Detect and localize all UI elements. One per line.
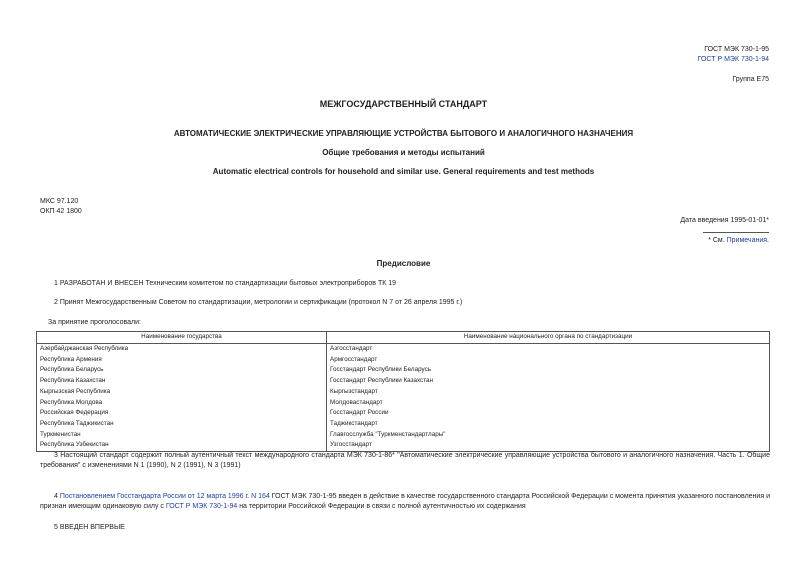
table-row <box>37 398 770 409</box>
mks-code: МКС 97.120 <box>40 198 79 205</box>
notes-link[interactable]: Примечания <box>726 237 768 244</box>
table-row <box>37 376 770 387</box>
state-cell: Российская Федерация <box>37 408 327 419</box>
state-cell: Республика Казахстан <box>37 376 327 387</box>
item-4-text-end: на территории Российской Федерации в связи с полной аутентичностью их содержания <box>237 503 526 510</box>
body-cell: Главгосслужба "Туркменстандартлары" <box>327 430 770 441</box>
footnote-suffix: . <box>767 237 769 244</box>
table-header-body: Наименование национального органа по стандартизации <box>327 332 770 344</box>
state-cell: Республика Молдова <box>37 398 327 409</box>
footnote-prefix: * См. <box>708 237 727 244</box>
foreword-item-4 <box>40 492 770 512</box>
body-cell: Таджикстандарт <box>327 419 770 430</box>
state-cell: Республика Беларусь <box>37 365 327 376</box>
body-cell: Узгосстандарт <box>327 440 770 451</box>
gost-r-link[interactable]: ГОСТ Р МЭК 730-1-94 <box>165 503 238 510</box>
state-cell: Республика Узбекистан <box>37 440 327 451</box>
body-cell: Армгосстандарт <box>327 355 770 366</box>
body-cell: Азгосстандарт <box>327 344 770 355</box>
footnote-divider <box>703 232 769 233</box>
state-cell: Республика Таджикистан <box>37 419 327 430</box>
table-row <box>37 387 770 398</box>
item-4-number: 4 <box>54 493 60 500</box>
gost-r-iec-link[interactable]: ГОСТ Р МЭК 730-1-94 <box>697 56 769 63</box>
table-row <box>37 440 770 451</box>
state-cell: Республика Армения <box>37 355 327 366</box>
foreword-item-1: 1 РАЗРАБОТАН И ВНЕСЕН Техническим комитетом по стандартизации бытовых электроприборов ТК 19 <box>54 280 397 287</box>
body-cell: Госстандарт России <box>327 408 770 419</box>
interstate-standard-title: МЕЖГОСУДАРСТВЕННЫЙ СТАНДАРТ <box>319 99 488 109</box>
group-label: Группа Е75 <box>732 76 769 83</box>
table-row <box>37 344 770 355</box>
decree-link[interactable]: Постановлением Госстандарта России от 12 марта 1996 г. N 164 <box>59 493 270 500</box>
state-cell: Кыргызская Республика <box>37 387 327 398</box>
table-header-state: Наименование государства <box>37 332 327 344</box>
state-cell: Азербайджанская Республика <box>37 344 327 355</box>
foreword-item-5: 5 ВВЕДЕН ВПЕРВЫЕ <box>54 524 125 531</box>
title-en: Automatic electrical controls for household and similar use. General requirements and test methods <box>212 167 595 176</box>
foreword-heading: Предисловие <box>376 259 431 268</box>
intro-date: Дата введения 1995-01-01* <box>680 217 769 224</box>
states-table <box>36 331 770 452</box>
body-cell: Молдовастандарт <box>327 398 770 409</box>
foreword-item-3: 3 Настоящий стандарт содержит полный аутентичный текст международного стандарта МЭК 730-1-86* "Автоматические электрические управляющие устройства бытового и аналогичного назначения. Часть 1. Общие требования" с изменениями N 1 (1990), N 2 (1991), N 3 (1991) <box>40 452 770 469</box>
item-4-text: ГОСТ МЭК 730-1-95 введен в действие в качестве государственного стандарта Российской Федерации с момента принятия указанного постановления и признан имеющим одинаковую силу с <box>40 493 770 510</box>
body-cell: Госстандарт Республики Беларусь <box>327 365 770 376</box>
footnote <box>708 236 769 246</box>
table-row <box>37 365 770 376</box>
main-title-ru: АВТОМАТИЧЕСКИЕ ЭЛЕКТРИЧЕСКИЕ УПРАВЛЯЮЩИЕ УСТРОЙСТВА БЫТОВОГО И АНАЛОГИЧНОГО НАЗНАЧЕНИЯ <box>173 129 634 138</box>
voted-label: За принятие проголосовали: <box>48 319 141 326</box>
gost-iec-code: ГОСТ МЭК 730-1-95 <box>704 46 769 53</box>
table-row <box>37 355 770 366</box>
state-cell: Туркменистан <box>37 430 327 441</box>
subtitle-ru: Общие требования и методы испытаний <box>322 148 485 157</box>
foreword-item-2: 2 Принят Межгосударственным Советом по стандартизации, метрологии и сертификации (протокол N 7 от 26 апреля 1995 г.) <box>54 299 463 306</box>
body-cell: Кыргызстандарт <box>327 387 770 398</box>
table-row <box>37 430 770 441</box>
table-row <box>37 408 770 419</box>
table-header-row <box>37 332 770 344</box>
body-cell: Госстандарт Республики Казахстан <box>327 376 770 387</box>
okp-code: ОКП 42 1800 <box>40 208 82 215</box>
table-row <box>37 419 770 430</box>
